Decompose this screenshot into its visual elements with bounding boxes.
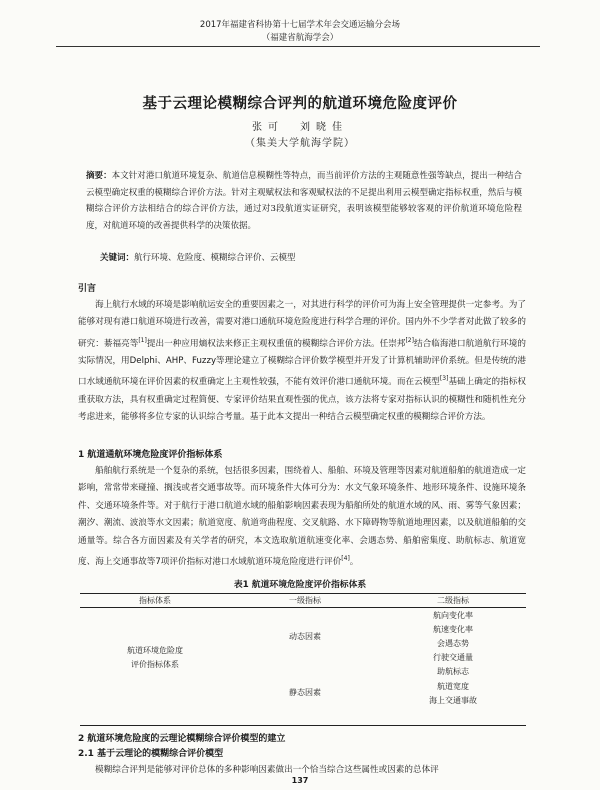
text-run: 基础上确定的指标权重获取方法，具有权重确定过程简便、专家评价结果直观性强的优点，该方法将专家对指标认识的模糊性和随机性充分考虑进来，能够将多位专家的认识综合考量。基于此本文提出一种结合云模型确定权重的模糊综合评价方法。 [78, 377, 526, 423]
text-run: 结合临海港口航道航行环境的实际情况，用Delphi、AHP、Fuzzy等理论建立了模糊综合评价数学模型并开发了计算机辅助评价系统。但是传统的港口水域通航环境在评价因素的权重确定上主观性较强，不能有效评价港口通航环境。而在云模型 [78, 338, 526, 388]
table-cell-group: 动态因素 [289, 632, 321, 641]
section-heading-1: 1 航道通航环境危险度评价指标体系 [78, 450, 223, 460]
citation-ref: [3] [439, 375, 449, 383]
table-cell-item: 行驶交通量 [433, 653, 473, 662]
table-header-cell: 二级指标 [437, 596, 469, 605]
page-number: 137 [291, 776, 309, 785]
affiliation: （集美大学航海学院） [245, 138, 355, 149]
table-cell-item: 助航标志 [437, 667, 469, 676]
keywords [100, 251, 520, 263]
table-cell-group: 静态因素 [289, 688, 321, 697]
table-cell-item: 航速变化率 [433, 625, 473, 634]
table-rule-bottom [80, 725, 526, 726]
abstract-text: 本文针对港口航道环境复杂、航道信息模糊性等特点，而当前评价方法的主观随意性强等缺点，提出一种结合云模型确定权重的模糊综合评价方法。针对主观赋权法和客观赋权法的不足提出利用云模型确定指标权重，然后与模糊综合评价方法相结合的综合评价方法，通过对3段航道实证研究，表明该模型能够较客观的评价航道环境危险程度，对航道环境的改善提供科学的决策依据。 [86, 171, 522, 231]
text-run: 船舶航行系统是一个复杂的系统，包括很多因素，围绕着人、船舶、环境及管理等因素对航道船舶的航道造成一定影响，常常带来碰撞、搁浅或者交通事故等。而环境条件大体可分为：水文气象环境条件、地形环境条件、设施环境条件、交通环境条件等。对于航行于港口航道水域的船舶影响因素表现为船舶所处的航道水域的风、雨、雾等气象因素；潮汐、潮流、波浪等水文因素；航道宽度、航道弯曲程度、交叉航路、水下障碍物等航道地理因素，以及航道船舶的交通量等。综合各方面因素及有关学者的研究，本文选取航道航速变化率、会遇态势、船舶密集度、助航标志、航道宽度、海上交通事故等7项评价指标对港口水域航道环境危险度进行评价 [78, 466, 526, 567]
authors: 张可 刘晓佳 [252, 122, 348, 133]
table-cell-system: 航道环境危险度 [127, 646, 183, 655]
citation-ref: [2] [405, 336, 414, 344]
table-cell-item: 海上交通事故 [429, 696, 477, 705]
paper-title: 基于云理论模糊综合评判的航道环境危险度评价 [142, 95, 458, 112]
citation-ref: [1] [138, 336, 147, 344]
running-header: 2017年福建省科协第十七届学术年会交通运输分会场 [199, 20, 401, 30]
citation-ref: [4] [341, 555, 350, 563]
running-header-sub: （福建省航海学会） [261, 33, 339, 43]
header-rule [56, 46, 540, 47]
table-cell-item: 航向变化率 [433, 611, 473, 620]
table-cell-system: 评价指标体系 [131, 660, 179, 669]
text-run: 。 [349, 556, 359, 567]
text-run: 提出一种应用熵权法来修正主观权重值的模糊综合评价方法。任崇邦 [146, 338, 406, 349]
table-header-cell: 一级指标 [289, 596, 321, 605]
keywords-label: 关键词： [100, 253, 135, 263]
subsection-heading-2-1: 2.1 基于云理论的模糊综合评价模型 [78, 749, 224, 759]
section-heading-2: 2 航道环境危险度的云理论模糊综合评价模型的建立 [78, 734, 286, 744]
table-cell-item: 航道宽度 [437, 682, 469, 691]
table-rule-top [80, 593, 526, 594]
section1-paragraph [78, 463, 526, 571]
section-heading-intro: 引言 [78, 284, 97, 294]
abstract [86, 168, 522, 234]
table-cell-item: 会遇态势 [437, 639, 469, 648]
table-header-cell: 指标体系 [139, 596, 171, 605]
abstract-label: 摘要： [86, 171, 112, 181]
text-run: 海上航行水域的环境是影响航运安全的重要因素之一，对其进行科学的评价可为海上安全管理提供一定参考。为了能够对现有港口航道环境进行改善，需要对港口通航环境危险度进行科学合理的评价。国内外不少学者对此做了较多的研究：綦福亮等 [78, 300, 526, 349]
keywords-text: 航行环境、危险度、模糊综合评价、云模型 [134, 253, 296, 263]
table-caption: 表1 航道环境危险度评价指标体系 [233, 580, 367, 590]
intro-paragraph [78, 297, 526, 427]
table-rule-mid [80, 607, 526, 608]
section2-paragraph: 模糊综合评判是能够对评价总体的多种影响因素做出一个恰当综合这些属性或因素的总体评 [95, 765, 439, 775]
